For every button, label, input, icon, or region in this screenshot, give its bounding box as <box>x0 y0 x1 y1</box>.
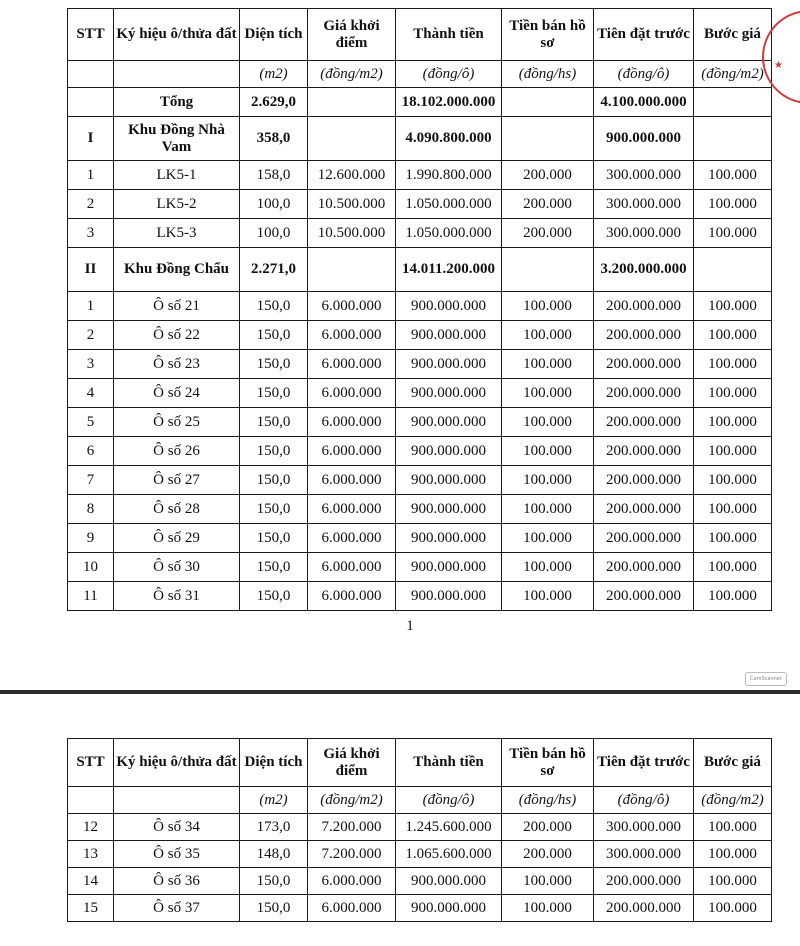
col-gia-khoi-diem: Giá khởi điểm <box>308 9 396 61</box>
table-row <box>68 350 772 379</box>
cell-stt: 10 <box>68 553 114 582</box>
cell-tien-dat-truoc: 200.000.000 <box>594 408 694 437</box>
table-row <box>68 841 772 868</box>
cell-buoc-gia <box>694 88 772 117</box>
cell-tien-ban-ho-so: 200.000 <box>502 161 594 190</box>
cell-tien-dat-truoc: 300.000.000 <box>594 841 694 868</box>
cell-stt: 12 <box>68 814 114 841</box>
cell-tien-dat-truoc: 900.000.000 <box>594 117 694 161</box>
cell-tien-ban-ho-so <box>502 88 594 117</box>
cell-buoc-gia: 100.000 <box>694 219 772 248</box>
cell-stt: 1 <box>68 292 114 321</box>
unit-thanh-tien: (đồng/ô) <box>396 787 502 814</box>
cell-ky-hieu: Ô số 37 <box>114 895 240 922</box>
table-row <box>68 190 772 219</box>
cell-gia-khoi-diem: 6.000.000 <box>308 582 396 611</box>
unit-stt <box>68 61 114 88</box>
table-row <box>68 895 772 922</box>
cell-gia-khoi-diem: 6.000.000 <box>308 466 396 495</box>
table-row <box>68 292 772 321</box>
cell-tien-dat-truoc: 200.000.000 <box>594 437 694 466</box>
unit-buoc-gia: (đồng/m2) <box>694 787 772 814</box>
cell-stt: 14 <box>68 868 114 895</box>
cell-buoc-gia: 100.000 <box>694 350 772 379</box>
cell-thanh-tien: 900.000.000 <box>396 582 502 611</box>
cell-gia-khoi-diem: 7.200.000 <box>308 814 396 841</box>
unit-tien-dat-truoc: (đồng/ô) <box>594 61 694 88</box>
cell-ky-hieu: LK5-3 <box>114 219 240 248</box>
cell-tien-dat-truoc: 300.000.000 <box>594 219 694 248</box>
header-row <box>68 9 772 61</box>
cell-thanh-tien: 900.000.000 <box>396 495 502 524</box>
cell-dien-tich: 2.629,0 <box>240 88 308 117</box>
cell-tien-dat-truoc: 200.000.000 <box>594 524 694 553</box>
unit-dien-tich: (m2) <box>240 61 308 88</box>
table-summary-row <box>68 88 772 117</box>
cell-tien-dat-truoc: 300.000.000 <box>594 814 694 841</box>
cell-dien-tich: 173,0 <box>240 814 308 841</box>
cell-tien-dat-truoc: 200.000.000 <box>594 292 694 321</box>
cell-dien-tich: 150,0 <box>240 379 308 408</box>
cell-dien-tich: 150,0 <box>240 437 308 466</box>
cell-ky-hieu: Ô số 21 <box>114 292 240 321</box>
cell-buoc-gia: 100.000 <box>694 321 772 350</box>
cell-stt: 15 <box>68 895 114 922</box>
cell-thanh-tien: 900.000.000 <box>396 524 502 553</box>
col-ky-hieu: Ký hiệu ô/thửa đất <box>114 9 240 61</box>
unit-gia-khoi-diem: (đồng/m2) <box>308 787 396 814</box>
cell-tien-dat-truoc: 200.000.000 <box>594 350 694 379</box>
cell-buoc-gia: 100.000 <box>694 553 772 582</box>
unit-ky-hieu <box>114 61 240 88</box>
cell-buoc-gia <box>694 117 772 161</box>
cell-ky-hieu: Ô số 36 <box>114 868 240 895</box>
cell-gia-khoi-diem: 6.000.000 <box>308 292 396 321</box>
cell-tien-ban-ho-so: 200.000 <box>502 814 594 841</box>
cell-thanh-tien: 900.000.000 <box>396 350 502 379</box>
cell-gia-khoi-diem <box>308 117 396 161</box>
auction-table-page-1 <box>67 8 772 611</box>
cell-buoc-gia: 100.000 <box>694 292 772 321</box>
table-summary-row <box>68 248 772 292</box>
cell-buoc-gia: 100.000 <box>694 895 772 922</box>
cell-stt: 5 <box>68 408 114 437</box>
cell-gia-khoi-diem <box>308 88 396 117</box>
col-dien-tich: Diện tích <box>240 9 308 61</box>
cell-tien-dat-truoc: 200.000.000 <box>594 868 694 895</box>
table-summary-row <box>68 117 772 161</box>
cell-ky-hieu: Ô số 31 <box>114 582 240 611</box>
table-row <box>68 582 772 611</box>
cell-buoc-gia: 100.000 <box>694 161 772 190</box>
auction-table-page-2 <box>67 738 772 922</box>
cell-thanh-tien: 4.090.800.000 <box>396 117 502 161</box>
cell-dien-tich: 150,0 <box>240 895 308 922</box>
cell-tien-ban-ho-so: 100.000 <box>502 408 594 437</box>
col-gia-khoi-diem: Giá khởi điểm <box>308 739 396 787</box>
table-row <box>68 524 772 553</box>
cell-dien-tich: 100,0 <box>240 190 308 219</box>
cell-dien-tich: 150,0 <box>240 408 308 437</box>
cell-ky-hieu: Ô số 25 <box>114 408 240 437</box>
table-row <box>68 814 772 841</box>
col-thanh-tien: Thành tiền <box>396 9 502 61</box>
col-thanh-tien: Thành tiền <box>396 739 502 787</box>
cell-tien-ban-ho-so: 100.000 <box>502 292 594 321</box>
col-tien-dat-truoc: Tiên đặt trước <box>594 9 694 61</box>
unit-stt <box>68 787 114 814</box>
scanner-watermark: CamScanner <box>745 672 787 686</box>
cell-dien-tich: 358,0 <box>240 117 308 161</box>
cell-tien-dat-truoc: 200.000.000 <box>594 379 694 408</box>
cell-ky-hieu: Tổng <box>114 88 240 117</box>
unit-tien-ban-ho-so: (đồng/hs) <box>502 787 594 814</box>
cell-thanh-tien: 1.245.600.000 <box>396 814 502 841</box>
cell-gia-khoi-diem: 10.500.000 <box>308 219 396 248</box>
unit-dien-tich: (m2) <box>240 787 308 814</box>
col-ky-hieu: Ký hiệu ô/thửa đất <box>114 739 240 787</box>
cell-tien-dat-truoc: 200.000.000 <box>594 582 694 611</box>
cell-tien-ban-ho-so: 100.000 <box>502 582 594 611</box>
cell-tien-ban-ho-so: 100.000 <box>502 466 594 495</box>
seal-star-icon: ★ <box>774 60 783 71</box>
cell-thanh-tien: 900.000.000 <box>396 466 502 495</box>
cell-tien-dat-truoc: 4.100.000.000 <box>594 88 694 117</box>
cell-tien-ban-ho-so: 200.000 <box>502 841 594 868</box>
cell-gia-khoi-diem: 7.200.000 <box>308 841 396 868</box>
table-row <box>68 466 772 495</box>
cell-thanh-tien: 14.011.200.000 <box>396 248 502 292</box>
col-buoc-gia: Bước giá <box>694 9 772 61</box>
cell-tien-dat-truoc: 300.000.000 <box>594 190 694 219</box>
cell-thanh-tien: 900.000.000 <box>396 868 502 895</box>
cell-tien-ban-ho-so: 100.000 <box>502 524 594 553</box>
cell-gia-khoi-diem: 6.000.000 <box>308 321 396 350</box>
cell-stt: 7 <box>68 466 114 495</box>
cell-thanh-tien: 900.000.000 <box>396 895 502 922</box>
cell-dien-tich: 150,0 <box>240 466 308 495</box>
cell-stt: 9 <box>68 524 114 553</box>
cell-ky-hieu: Ô số 24 <box>114 379 240 408</box>
unit-tien-ban-ho-so: (đồng/hs) <box>502 61 594 88</box>
cell-tien-ban-ho-so: 100.000 <box>502 895 594 922</box>
cell-buoc-gia: 100.000 <box>694 408 772 437</box>
unit-tien-dat-truoc: (đồng/ô) <box>594 787 694 814</box>
cell-thanh-tien: 18.102.000.000 <box>396 88 502 117</box>
cell-stt: 3 <box>68 219 114 248</box>
header-row <box>68 739 772 787</box>
cell-tien-ban-ho-so <box>502 117 594 161</box>
col-dien-tich: Diện tích <box>240 739 308 787</box>
cell-buoc-gia: 100.000 <box>694 814 772 841</box>
cell-gia-khoi-diem: 6.000.000 <box>308 553 396 582</box>
table-row <box>68 161 772 190</box>
cell-dien-tich: 150,0 <box>240 553 308 582</box>
cell-ky-hieu: Ô số 27 <box>114 466 240 495</box>
cell-tien-dat-truoc: 200.000.000 <box>594 321 694 350</box>
cell-stt: 2 <box>68 321 114 350</box>
cell-gia-khoi-diem: 10.500.000 <box>308 190 396 219</box>
cell-tien-ban-ho-so: 200.000 <box>502 190 594 219</box>
cell-stt: I <box>68 117 114 161</box>
col-tien-ban-ho-so: Tiền bán hồ sơ <box>502 9 594 61</box>
cell-dien-tich: 148,0 <box>240 841 308 868</box>
cell-thanh-tien: 900.000.000 <box>396 379 502 408</box>
cell-ky-hieu: LK5-1 <box>114 161 240 190</box>
cell-stt <box>68 88 114 117</box>
col-tien-ban-ho-so: Tiền bán hồ sơ <box>502 739 594 787</box>
cell-stt: 1 <box>68 161 114 190</box>
cell-gia-khoi-diem: 6.000.000 <box>308 379 396 408</box>
cell-ky-hieu: Ô số 29 <box>114 524 240 553</box>
cell-dien-tich: 150,0 <box>240 350 308 379</box>
cell-buoc-gia: 100.000 <box>694 495 772 524</box>
cell-dien-tich: 100,0 <box>240 219 308 248</box>
cell-dien-tich: 150,0 <box>240 524 308 553</box>
cell-ky-hieu: LK5-2 <box>114 190 240 219</box>
col-buoc-gia: Bước giá <box>694 739 772 787</box>
cell-tien-dat-truoc: 300.000.000 <box>594 161 694 190</box>
cell-buoc-gia: 100.000 <box>694 524 772 553</box>
cell-dien-tich: 150,0 <box>240 495 308 524</box>
cell-thanh-tien: 900.000.000 <box>396 321 502 350</box>
table-row <box>68 553 772 582</box>
cell-ky-hieu: Ô số 35 <box>114 841 240 868</box>
cell-stt: 8 <box>68 495 114 524</box>
cell-ky-hieu: Ô số 23 <box>114 350 240 379</box>
cell-stt: 3 <box>68 350 114 379</box>
cell-dien-tich: 2.271,0 <box>240 248 308 292</box>
cell-thanh-tien: 1.065.600.000 <box>396 841 502 868</box>
cell-stt: 13 <box>68 841 114 868</box>
cell-buoc-gia: 100.000 <box>694 437 772 466</box>
unit-ky-hieu <box>114 787 240 814</box>
cell-stt: 4 <box>68 379 114 408</box>
cell-stt: 2 <box>68 190 114 219</box>
col-tien-dat-truoc: Tiên đặt trước <box>594 739 694 787</box>
cell-tien-ban-ho-so: 100.000 <box>502 437 594 466</box>
table-row <box>68 495 772 524</box>
table-row <box>68 437 772 466</box>
cell-thanh-tien: 900.000.000 <box>396 437 502 466</box>
cell-ky-hieu: Ô số 30 <box>114 553 240 582</box>
cell-thanh-tien: 1.050.000.000 <box>396 190 502 219</box>
cell-buoc-gia: 100.000 <box>694 868 772 895</box>
unit-row <box>68 61 772 88</box>
unit-buoc-gia: (đồng/m2) <box>694 61 772 88</box>
cell-dien-tich: 150,0 <box>240 582 308 611</box>
cell-buoc-gia: 100.000 <box>694 379 772 408</box>
cell-tien-ban-ho-so: 100.000 <box>502 321 594 350</box>
cell-ky-hieu: Ô số 22 <box>114 321 240 350</box>
cell-gia-khoi-diem: 6.000.000 <box>308 495 396 524</box>
cell-stt: 6 <box>68 437 114 466</box>
cell-tien-ban-ho-so <box>502 248 594 292</box>
cell-thanh-tien: 900.000.000 <box>396 408 502 437</box>
table-row <box>68 868 772 895</box>
unit-gia-khoi-diem: (đồng/m2) <box>308 61 396 88</box>
cell-ky-hieu: Khu Đồng Nhà Vam <box>114 117 240 161</box>
table-row <box>68 408 772 437</box>
cell-tien-dat-truoc: 200.000.000 <box>594 495 694 524</box>
cell-ky-hieu: Ô số 28 <box>114 495 240 524</box>
cell-thanh-tien: 1.050.000.000 <box>396 219 502 248</box>
col-stt: STT <box>68 739 114 787</box>
cell-tien-ban-ho-so: 100.000 <box>502 379 594 408</box>
cell-gia-khoi-diem: 6.000.000 <box>308 524 396 553</box>
cell-thanh-tien: 900.000.000 <box>396 292 502 321</box>
cell-tien-ban-ho-so: 100.000 <box>502 350 594 379</box>
cell-stt: II <box>68 248 114 292</box>
cell-ky-hieu: Ô số 26 <box>114 437 240 466</box>
cell-gia-khoi-diem: 6.000.000 <box>308 868 396 895</box>
cell-dien-tich: 158,0 <box>240 161 308 190</box>
cell-thanh-tien: 1.990.800.000 <box>396 161 502 190</box>
cell-thanh-tien: 900.000.000 <box>396 553 502 582</box>
cell-tien-dat-truoc: 3.200.000.000 <box>594 248 694 292</box>
cell-dien-tich: 150,0 <box>240 292 308 321</box>
cell-buoc-gia <box>694 248 772 292</box>
cell-tien-ban-ho-so: 100.000 <box>502 553 594 582</box>
cell-dien-tich: 150,0 <box>240 321 308 350</box>
cell-gia-khoi-diem: 6.000.000 <box>308 895 396 922</box>
col-stt: STT <box>68 9 114 61</box>
cell-gia-khoi-diem: 12.600.000 <box>308 161 396 190</box>
cell-tien-ban-ho-so: 100.000 <box>502 868 594 895</box>
cell-tien-ban-ho-so: 100.000 <box>502 495 594 524</box>
cell-gia-khoi-diem: 6.000.000 <box>308 408 396 437</box>
cell-tien-dat-truoc: 200.000.000 <box>594 895 694 922</box>
table-row <box>68 379 772 408</box>
unit-row <box>68 787 772 814</box>
cell-gia-khoi-diem <box>308 248 396 292</box>
cell-dien-tich: 150,0 <box>240 868 308 895</box>
cell-buoc-gia: 100.000 <box>694 466 772 495</box>
cell-buoc-gia: 100.000 <box>694 582 772 611</box>
cell-gia-khoi-diem: 6.000.000 <box>308 437 396 466</box>
cell-tien-dat-truoc: 200.000.000 <box>594 553 694 582</box>
cell-ky-hieu: Ô số 34 <box>114 814 240 841</box>
cell-gia-khoi-diem: 6.000.000 <box>308 350 396 379</box>
table-row <box>68 321 772 350</box>
cell-tien-ban-ho-so: 200.000 <box>502 219 594 248</box>
cell-ky-hieu: Khu Đồng Chẩu <box>114 248 240 292</box>
page-divider <box>0 690 800 694</box>
cell-stt: 11 <box>68 582 114 611</box>
unit-thanh-tien: (đồng/ô) <box>396 61 502 88</box>
table-row <box>68 219 772 248</box>
cell-buoc-gia: 100.000 <box>694 190 772 219</box>
page-number: 1 <box>406 618 414 634</box>
cell-tien-dat-truoc: 200.000.000 <box>594 466 694 495</box>
cell-buoc-gia: 100.000 <box>694 841 772 868</box>
